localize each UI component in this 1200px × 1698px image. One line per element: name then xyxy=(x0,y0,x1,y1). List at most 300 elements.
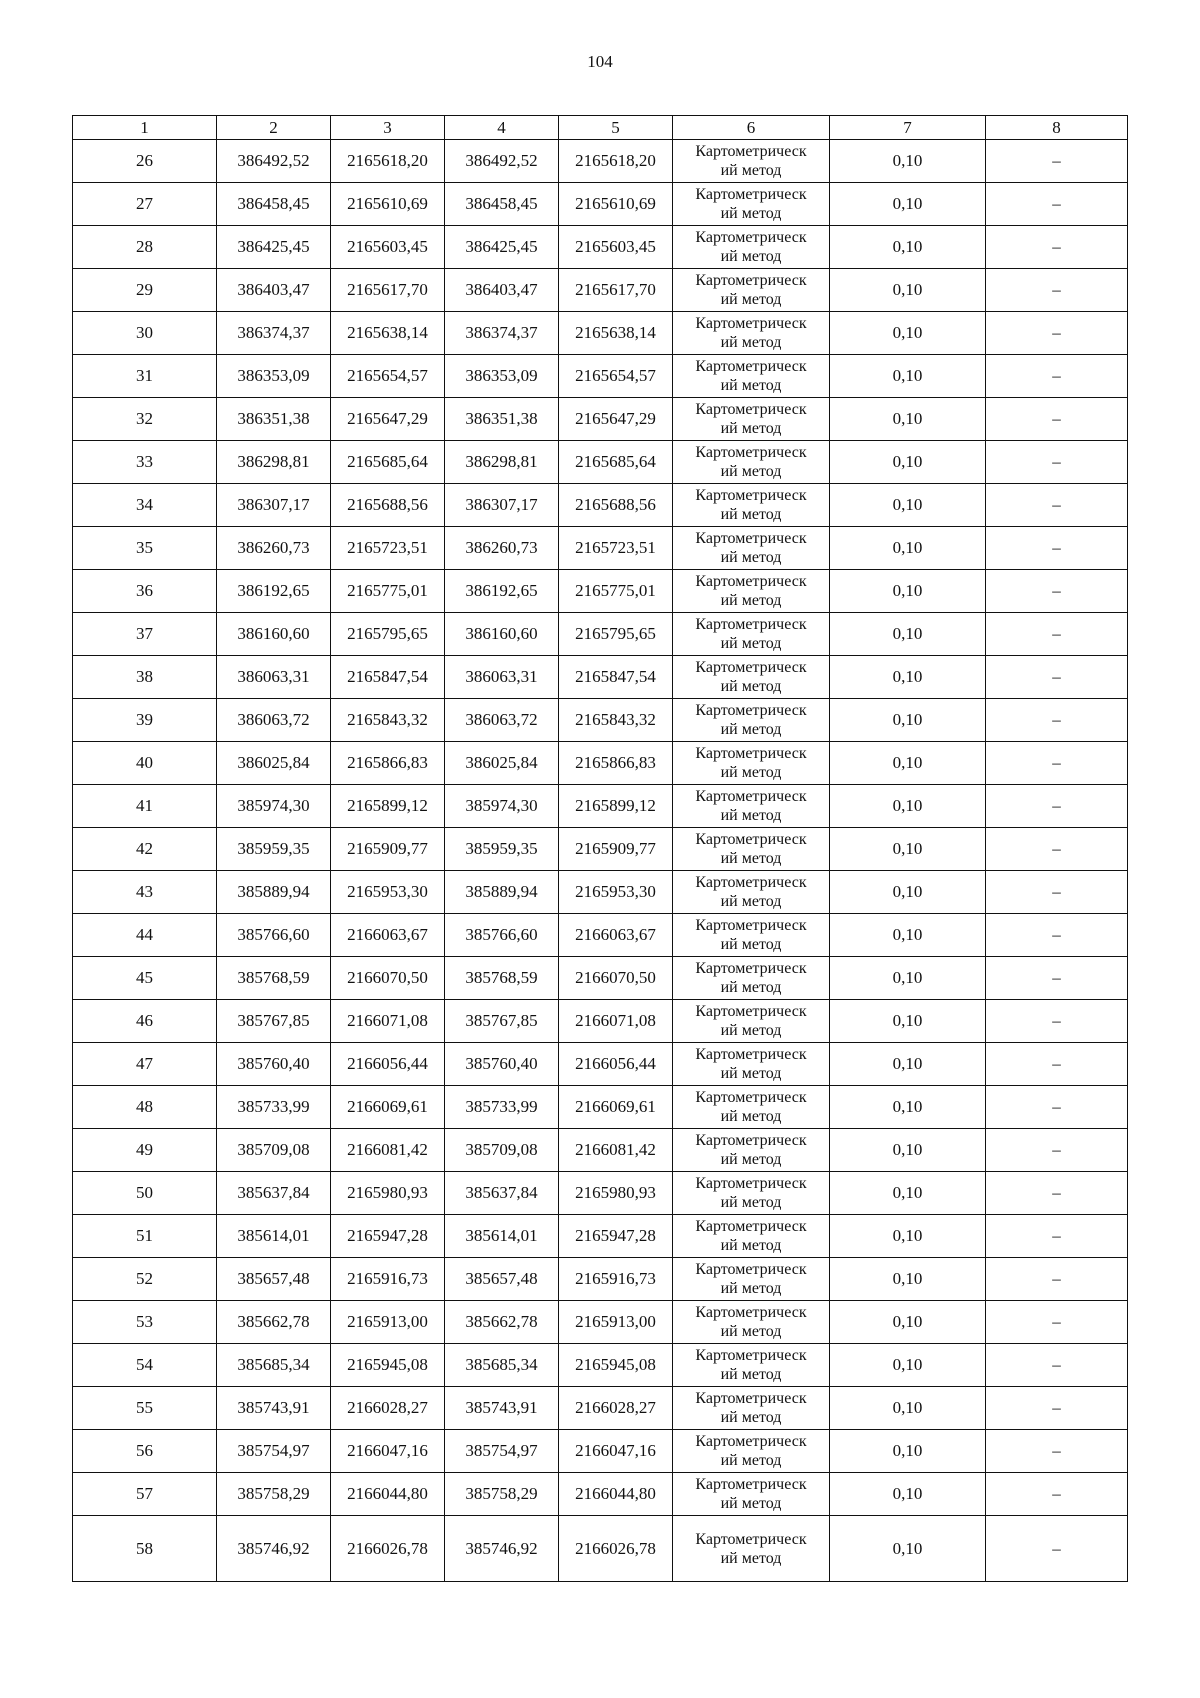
y-coordinate-cell: 2165913,00 xyxy=(331,1301,445,1344)
method-cell: Картометрическ ий метод xyxy=(673,226,830,269)
x-coordinate-cell: 386192,65 xyxy=(217,570,331,613)
y-coordinate-cell: 2165610,69 xyxy=(331,183,445,226)
y-coordinate-cell: 2165775,01 xyxy=(559,570,673,613)
x-coordinate-cell: 386298,81 xyxy=(217,441,331,484)
x-coordinate-cell: 385760,40 xyxy=(217,1043,331,1086)
y-coordinate-cell: 2165953,30 xyxy=(331,871,445,914)
method-cell: Картометрическ ий метод xyxy=(673,1344,830,1387)
y-coordinate-cell: 2165603,45 xyxy=(559,226,673,269)
x-coordinate-cell: 385754,97 xyxy=(217,1430,331,1473)
x-coordinate-cell: 385766,60 xyxy=(445,914,559,957)
method-cell: Картометрическ ий метод xyxy=(673,785,830,828)
table-row xyxy=(73,828,1128,871)
y-coordinate-cell: 2166056,44 xyxy=(331,1043,445,1086)
point-number-cell: 38 xyxy=(73,656,217,699)
accuracy-cell: 0,10 xyxy=(830,398,986,441)
y-coordinate-cell: 2166069,61 xyxy=(559,1086,673,1129)
y-coordinate-cell: 2166081,42 xyxy=(559,1129,673,1172)
method-cell: Картометрическ ий метод xyxy=(673,1000,830,1043)
x-coordinate-cell: 386260,73 xyxy=(445,527,559,570)
method-cell: Картометрическ ий метод xyxy=(673,871,830,914)
point-number-cell: 46 xyxy=(73,1000,217,1043)
accuracy-cell: 0,10 xyxy=(830,1086,986,1129)
table-row xyxy=(73,355,1128,398)
method-cell: Картометрическ ий метод xyxy=(673,1043,830,1086)
table-row xyxy=(73,1215,1128,1258)
point-number-cell: 49 xyxy=(73,1129,217,1172)
y-coordinate-cell: 2166081,42 xyxy=(331,1129,445,1172)
x-coordinate-cell: 386063,31 xyxy=(445,656,559,699)
x-coordinate-cell: 385746,92 xyxy=(445,1516,559,1582)
x-coordinate-cell: 385685,34 xyxy=(445,1344,559,1387)
accuracy-cell: 0,10 xyxy=(830,1258,986,1301)
point-number-cell: 44 xyxy=(73,914,217,957)
table-row xyxy=(73,1301,1128,1344)
accuracy-cell: 0,10 xyxy=(830,1387,986,1430)
accuracy-cell: 0,10 xyxy=(830,484,986,527)
accuracy-cell: 0,10 xyxy=(830,742,986,785)
y-coordinate-cell: 2166026,78 xyxy=(559,1516,673,1582)
x-coordinate-cell: 386307,17 xyxy=(217,484,331,527)
note-cell: – xyxy=(986,484,1128,527)
method-cell: Картометрическ ий метод xyxy=(673,699,830,742)
method-cell: Картометрическ ий метод xyxy=(673,957,830,1000)
x-coordinate-cell: 386458,45 xyxy=(445,183,559,226)
x-coordinate-cell: 385614,01 xyxy=(445,1215,559,1258)
point-number-cell: 57 xyxy=(73,1473,217,1516)
x-coordinate-cell: 386063,72 xyxy=(217,699,331,742)
note-cell: – xyxy=(986,914,1128,957)
y-coordinate-cell: 2165647,29 xyxy=(331,398,445,441)
x-coordinate-cell: 385758,29 xyxy=(445,1473,559,1516)
x-coordinate-cell: 386351,38 xyxy=(445,398,559,441)
y-coordinate-cell: 2165847,54 xyxy=(559,656,673,699)
x-coordinate-cell: 385959,35 xyxy=(217,828,331,871)
y-coordinate-cell: 2165638,14 xyxy=(331,312,445,355)
x-coordinate-cell: 385889,94 xyxy=(217,871,331,914)
note-cell: – xyxy=(986,570,1128,613)
y-coordinate-cell: 2165916,73 xyxy=(331,1258,445,1301)
x-coordinate-cell: 386492,52 xyxy=(217,140,331,183)
y-coordinate-cell: 2165638,14 xyxy=(559,312,673,355)
table-row xyxy=(73,269,1128,312)
x-coordinate-cell: 386160,60 xyxy=(445,613,559,656)
y-coordinate-cell: 2165610,69 xyxy=(559,183,673,226)
y-coordinate-cell: 2165909,77 xyxy=(331,828,445,871)
y-coordinate-cell: 2165723,51 xyxy=(331,527,445,570)
note-cell: – xyxy=(986,527,1128,570)
table-row xyxy=(73,742,1128,785)
x-coordinate-cell: 386025,84 xyxy=(217,742,331,785)
table-row xyxy=(73,1000,1128,1043)
note-cell: – xyxy=(986,1258,1128,1301)
y-coordinate-cell: 2165723,51 xyxy=(559,527,673,570)
note-cell: – xyxy=(986,1000,1128,1043)
accuracy-cell: 0,10 xyxy=(830,1473,986,1516)
table-row xyxy=(73,1430,1128,1473)
column-header: 3 xyxy=(331,116,445,140)
note-cell: – xyxy=(986,613,1128,656)
point-number-cell: 28 xyxy=(73,226,217,269)
accuracy-cell: 0,10 xyxy=(830,914,986,957)
y-coordinate-cell: 2166026,78 xyxy=(331,1516,445,1582)
accuracy-cell: 0,10 xyxy=(830,957,986,1000)
y-coordinate-cell: 2165953,30 xyxy=(559,871,673,914)
x-coordinate-cell: 386374,37 xyxy=(445,312,559,355)
point-number-cell: 54 xyxy=(73,1344,217,1387)
column-header: 4 xyxy=(445,116,559,140)
x-coordinate-cell: 386063,72 xyxy=(445,699,559,742)
y-coordinate-cell: 2165685,64 xyxy=(559,441,673,484)
point-number-cell: 37 xyxy=(73,613,217,656)
column-header: 6 xyxy=(673,116,830,140)
accuracy-cell: 0,10 xyxy=(830,226,986,269)
table-row xyxy=(73,957,1128,1000)
table-row xyxy=(73,441,1128,484)
x-coordinate-cell: 385662,78 xyxy=(445,1301,559,1344)
y-coordinate-cell: 2165654,57 xyxy=(559,355,673,398)
y-coordinate-cell: 2166028,27 xyxy=(559,1387,673,1430)
note-cell: – xyxy=(986,785,1128,828)
x-coordinate-cell: 385709,08 xyxy=(217,1129,331,1172)
x-coordinate-cell: 385743,91 xyxy=(445,1387,559,1430)
y-coordinate-cell: 2165899,12 xyxy=(331,785,445,828)
x-coordinate-cell: 385657,48 xyxy=(217,1258,331,1301)
table-row xyxy=(73,1344,1128,1387)
point-number-cell: 50 xyxy=(73,1172,217,1215)
method-cell: Картометрическ ий метод xyxy=(673,355,830,398)
column-header: 8 xyxy=(986,116,1128,140)
table-row xyxy=(73,785,1128,828)
accuracy-cell: 0,10 xyxy=(830,1430,986,1473)
point-number-cell: 34 xyxy=(73,484,217,527)
table-row xyxy=(73,871,1128,914)
y-coordinate-cell: 2165618,20 xyxy=(331,140,445,183)
note-cell: – xyxy=(986,1387,1128,1430)
method-cell: Картометрическ ий метод xyxy=(673,1387,830,1430)
table-row xyxy=(73,1043,1128,1086)
x-coordinate-cell: 385746,92 xyxy=(217,1516,331,1582)
table-row xyxy=(73,140,1128,183)
y-coordinate-cell: 2165947,28 xyxy=(331,1215,445,1258)
x-coordinate-cell: 385767,85 xyxy=(217,1000,331,1043)
method-cell: Картометрическ ий метод xyxy=(673,312,830,355)
x-coordinate-cell: 386353,09 xyxy=(445,355,559,398)
x-coordinate-cell: 386353,09 xyxy=(217,355,331,398)
note-cell: – xyxy=(986,1215,1128,1258)
note-cell: – xyxy=(986,871,1128,914)
accuracy-cell: 0,10 xyxy=(830,1301,986,1344)
point-number-cell: 40 xyxy=(73,742,217,785)
table-row xyxy=(73,1129,1128,1172)
method-cell: Картометрическ ий метод xyxy=(673,1516,830,1582)
note-cell: – xyxy=(986,828,1128,871)
table-row xyxy=(73,484,1128,527)
y-coordinate-cell: 2165617,70 xyxy=(331,269,445,312)
accuracy-cell: 0,10 xyxy=(830,570,986,613)
y-coordinate-cell: 2165795,65 xyxy=(331,613,445,656)
point-number-cell: 43 xyxy=(73,871,217,914)
point-number-cell: 26 xyxy=(73,140,217,183)
table-row xyxy=(73,570,1128,613)
note-cell: – xyxy=(986,355,1128,398)
column-header: 7 xyxy=(830,116,986,140)
method-cell: Картометрическ ий метод xyxy=(673,1258,830,1301)
note-cell: – xyxy=(986,1430,1128,1473)
y-coordinate-cell: 2165945,08 xyxy=(331,1344,445,1387)
note-cell: – xyxy=(986,656,1128,699)
y-coordinate-cell: 2165654,57 xyxy=(331,355,445,398)
point-number-cell: 56 xyxy=(73,1430,217,1473)
table-row xyxy=(73,183,1128,226)
accuracy-cell: 0,10 xyxy=(830,699,986,742)
page-number: 104 xyxy=(587,52,613,71)
x-coordinate-cell: 385709,08 xyxy=(445,1129,559,1172)
x-coordinate-cell: 385959,35 xyxy=(445,828,559,871)
y-coordinate-cell: 2165843,32 xyxy=(331,699,445,742)
y-coordinate-cell: 2165795,65 xyxy=(559,613,673,656)
y-coordinate-cell: 2165899,12 xyxy=(559,785,673,828)
method-cell: Картометрическ ий метод xyxy=(673,183,830,226)
point-number-cell: 39 xyxy=(73,699,217,742)
y-coordinate-cell: 2165688,56 xyxy=(331,484,445,527)
note-cell: – xyxy=(986,398,1128,441)
x-coordinate-cell: 385760,40 xyxy=(445,1043,559,1086)
y-coordinate-cell: 2166044,80 xyxy=(559,1473,673,1516)
point-number-cell: 31 xyxy=(73,355,217,398)
note-cell: – xyxy=(986,1172,1128,1215)
x-coordinate-cell: 385889,94 xyxy=(445,871,559,914)
note-cell: – xyxy=(986,957,1128,1000)
y-coordinate-cell: 2165866,83 xyxy=(331,742,445,785)
x-coordinate-cell: 385662,78 xyxy=(217,1301,331,1344)
x-coordinate-cell: 385743,91 xyxy=(217,1387,331,1430)
accuracy-cell: 0,10 xyxy=(830,1000,986,1043)
note-cell: – xyxy=(986,226,1128,269)
coordinates-table xyxy=(72,115,1128,1582)
method-cell: Картометрическ ий метод xyxy=(673,140,830,183)
x-coordinate-cell: 385974,30 xyxy=(217,785,331,828)
y-coordinate-cell: 2166044,80 xyxy=(331,1473,445,1516)
point-number-cell: 45 xyxy=(73,957,217,1000)
method-cell: Картометрическ ий метод xyxy=(673,1473,830,1516)
method-cell: Картометрическ ий метод xyxy=(673,484,830,527)
table-row xyxy=(73,914,1128,957)
point-number-cell: 42 xyxy=(73,828,217,871)
y-coordinate-cell: 2166071,08 xyxy=(559,1000,673,1043)
x-coordinate-cell: 386298,81 xyxy=(445,441,559,484)
x-coordinate-cell: 386425,45 xyxy=(217,226,331,269)
y-coordinate-cell: 2166063,67 xyxy=(559,914,673,957)
x-coordinate-cell: 385733,99 xyxy=(217,1086,331,1129)
note-cell: – xyxy=(986,1516,1128,1582)
x-coordinate-cell: 385767,85 xyxy=(445,1000,559,1043)
point-number-cell: 27 xyxy=(73,183,217,226)
column-header: 1 xyxy=(73,116,217,140)
method-cell: Картометрическ ий метод xyxy=(673,1086,830,1129)
y-coordinate-cell: 2166070,50 xyxy=(559,957,673,1000)
accuracy-cell: 0,10 xyxy=(830,1043,986,1086)
method-cell: Картометрическ ий метод xyxy=(673,1301,830,1344)
method-cell: Картометрическ ий метод xyxy=(673,1430,830,1473)
method-cell: Картометрическ ий метод xyxy=(673,656,830,699)
x-coordinate-cell: 386160,60 xyxy=(217,613,331,656)
y-coordinate-cell: 2165847,54 xyxy=(331,656,445,699)
y-coordinate-cell: 2165916,73 xyxy=(559,1258,673,1301)
point-number-cell: 32 xyxy=(73,398,217,441)
note-cell: – xyxy=(986,1301,1128,1344)
accuracy-cell: 0,10 xyxy=(830,355,986,398)
point-number-cell: 47 xyxy=(73,1043,217,1086)
note-cell: – xyxy=(986,1043,1128,1086)
point-number-cell: 33 xyxy=(73,441,217,484)
y-coordinate-cell: 2165866,83 xyxy=(559,742,673,785)
y-coordinate-cell: 2165980,93 xyxy=(331,1172,445,1215)
y-coordinate-cell: 2165618,20 xyxy=(559,140,673,183)
table-row xyxy=(73,1473,1128,1516)
method-cell: Картометрическ ий метод xyxy=(673,1215,830,1258)
note-cell: – xyxy=(986,1086,1128,1129)
y-coordinate-cell: 2165685,64 xyxy=(331,441,445,484)
x-coordinate-cell: 385754,97 xyxy=(445,1430,559,1473)
method-cell: Картометрическ ий метод xyxy=(673,613,830,656)
column-header: 5 xyxy=(559,116,673,140)
y-coordinate-cell: 2165603,45 xyxy=(331,226,445,269)
accuracy-cell: 0,10 xyxy=(830,140,986,183)
note-cell: – xyxy=(986,269,1128,312)
accuracy-cell: 0,10 xyxy=(830,269,986,312)
x-coordinate-cell: 385637,84 xyxy=(445,1172,559,1215)
note-cell: – xyxy=(986,742,1128,785)
y-coordinate-cell: 2165913,00 xyxy=(559,1301,673,1344)
accuracy-cell: 0,10 xyxy=(830,656,986,699)
column-header: 2 xyxy=(217,116,331,140)
accuracy-cell: 0,10 xyxy=(830,1215,986,1258)
note-cell: – xyxy=(986,441,1128,484)
method-cell: Картометрическ ий метод xyxy=(673,914,830,957)
y-coordinate-cell: 2166071,08 xyxy=(331,1000,445,1043)
table-body xyxy=(73,140,1128,1582)
x-coordinate-cell: 386458,45 xyxy=(217,183,331,226)
note-cell: – xyxy=(986,1473,1128,1516)
accuracy-cell: 0,10 xyxy=(830,785,986,828)
accuracy-cell: 0,10 xyxy=(830,1344,986,1387)
table-row xyxy=(73,699,1128,742)
point-number-cell: 53 xyxy=(73,1301,217,1344)
table-row xyxy=(73,1086,1128,1129)
x-coordinate-cell: 385637,84 xyxy=(217,1172,331,1215)
method-cell: Картометрическ ий метод xyxy=(673,570,830,613)
y-coordinate-cell: 2165980,93 xyxy=(559,1172,673,1215)
point-number-cell: 41 xyxy=(73,785,217,828)
table-row xyxy=(73,613,1128,656)
method-cell: Картометрическ ий метод xyxy=(673,441,830,484)
table-header xyxy=(73,116,1128,140)
x-coordinate-cell: 385768,59 xyxy=(217,957,331,1000)
table-row xyxy=(73,1387,1128,1430)
x-coordinate-cell: 386492,52 xyxy=(445,140,559,183)
x-coordinate-cell: 385768,59 xyxy=(445,957,559,1000)
table-row xyxy=(73,312,1128,355)
point-number-cell: 58 xyxy=(73,1516,217,1582)
x-coordinate-cell: 386403,47 xyxy=(217,269,331,312)
point-number-cell: 51 xyxy=(73,1215,217,1258)
point-number-cell: 30 xyxy=(73,312,217,355)
x-coordinate-cell: 386192,65 xyxy=(445,570,559,613)
method-cell: Картометрическ ий метод xyxy=(673,269,830,312)
table-row xyxy=(73,1172,1128,1215)
accuracy-cell: 0,10 xyxy=(830,312,986,355)
point-number-cell: 29 xyxy=(73,269,217,312)
accuracy-cell: 0,10 xyxy=(830,183,986,226)
table-row xyxy=(73,226,1128,269)
point-number-cell: 48 xyxy=(73,1086,217,1129)
table-row xyxy=(73,1516,1128,1582)
point-number-cell: 35 xyxy=(73,527,217,570)
table-row xyxy=(73,527,1128,570)
y-coordinate-cell: 2166069,61 xyxy=(331,1086,445,1129)
x-coordinate-cell: 385614,01 xyxy=(217,1215,331,1258)
x-coordinate-cell: 385685,34 xyxy=(217,1344,331,1387)
x-coordinate-cell: 386063,31 xyxy=(217,656,331,699)
y-coordinate-cell: 2166056,44 xyxy=(559,1043,673,1086)
accuracy-cell: 0,10 xyxy=(830,613,986,656)
x-coordinate-cell: 386351,38 xyxy=(217,398,331,441)
table-row xyxy=(73,1258,1128,1301)
note-cell: – xyxy=(986,1129,1128,1172)
y-coordinate-cell: 2166047,16 xyxy=(331,1430,445,1473)
method-cell: Картометрическ ий метод xyxy=(673,742,830,785)
y-coordinate-cell: 2165909,77 xyxy=(559,828,673,871)
y-coordinate-cell: 2166047,16 xyxy=(559,1430,673,1473)
y-coordinate-cell: 2165945,08 xyxy=(559,1344,673,1387)
x-coordinate-cell: 385974,30 xyxy=(445,785,559,828)
accuracy-cell: 0,10 xyxy=(830,871,986,914)
note-cell: – xyxy=(986,1344,1128,1387)
accuracy-cell: 0,10 xyxy=(830,1516,986,1582)
x-coordinate-cell: 386025,84 xyxy=(445,742,559,785)
y-coordinate-cell: 2165843,32 xyxy=(559,699,673,742)
point-number-cell: 36 xyxy=(73,570,217,613)
x-coordinate-cell: 386260,73 xyxy=(217,527,331,570)
accuracy-cell: 0,10 xyxy=(830,527,986,570)
note-cell: – xyxy=(986,699,1128,742)
accuracy-cell: 0,10 xyxy=(830,828,986,871)
y-coordinate-cell: 2165647,29 xyxy=(559,398,673,441)
y-coordinate-cell: 2166063,67 xyxy=(331,914,445,957)
x-coordinate-cell: 385733,99 xyxy=(445,1086,559,1129)
y-coordinate-cell: 2166070,50 xyxy=(331,957,445,1000)
y-coordinate-cell: 2165775,01 xyxy=(331,570,445,613)
header-row xyxy=(73,116,1128,140)
method-cell: Картометрическ ий метод xyxy=(673,398,830,441)
x-coordinate-cell: 386425,45 xyxy=(445,226,559,269)
x-coordinate-cell: 386403,47 xyxy=(445,269,559,312)
accuracy-cell: 0,10 xyxy=(830,1129,986,1172)
y-coordinate-cell: 2165617,70 xyxy=(559,269,673,312)
x-coordinate-cell: 386374,37 xyxy=(217,312,331,355)
table-row xyxy=(73,656,1128,699)
note-cell: – xyxy=(986,312,1128,355)
table-row xyxy=(73,398,1128,441)
point-number-cell: 55 xyxy=(73,1387,217,1430)
y-coordinate-cell: 2166028,27 xyxy=(331,1387,445,1430)
x-coordinate-cell: 385766,60 xyxy=(217,914,331,957)
point-number-cell: 52 xyxy=(73,1258,217,1301)
x-coordinate-cell: 385657,48 xyxy=(445,1258,559,1301)
method-cell: Картометрическ ий метод xyxy=(673,828,830,871)
note-cell: – xyxy=(986,183,1128,226)
